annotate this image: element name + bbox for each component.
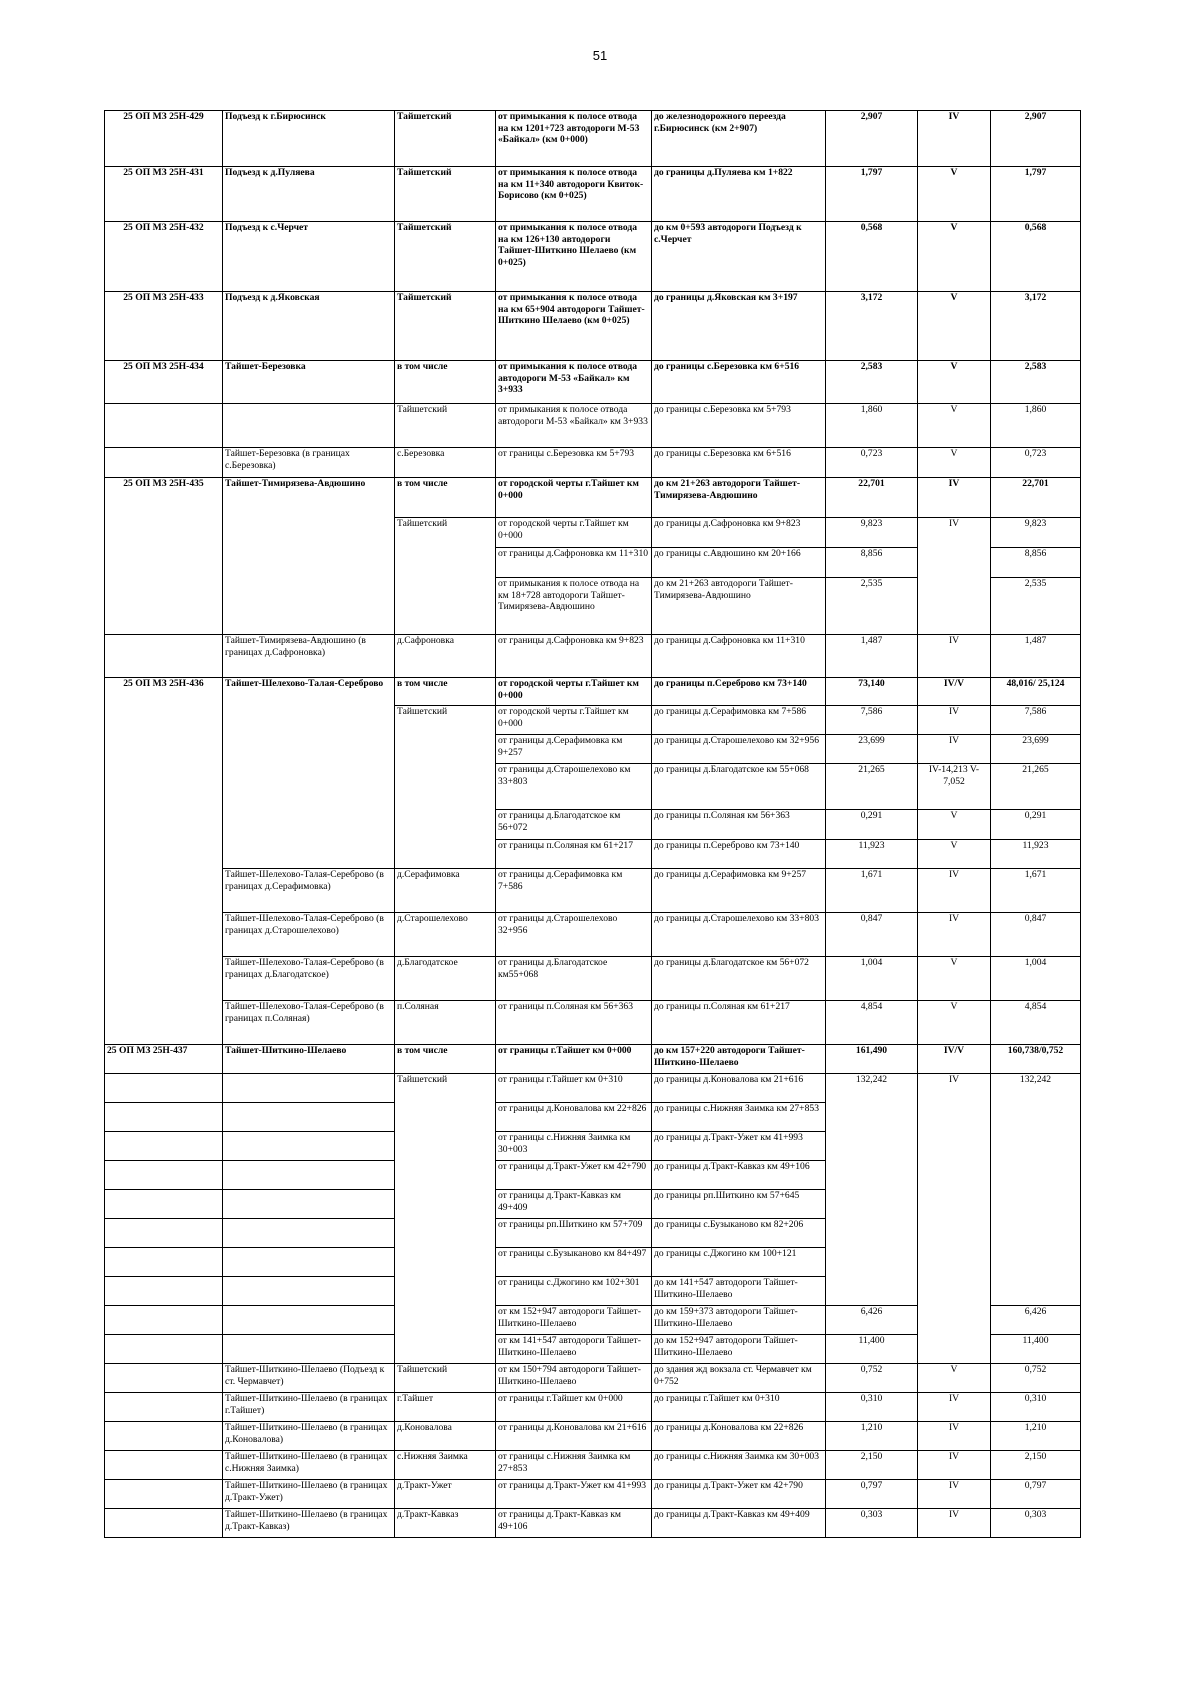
road-name [223,1277,395,1306]
district: Тайшетский [395,706,496,869]
table-row [105,1509,1081,1538]
segment-from: от городской черты г.Тайшет км 0+000 [496,518,652,548]
length-total: 48,016/ 25,124 [991,678,1081,706]
segment-to: до границы с.Березовка км 5+793 [652,404,826,448]
segment-to: до границы д.Коновалова км 21+616 [652,1074,826,1103]
length-total: 0,847 [991,913,1081,957]
segment-from: от границы с.Джогино км 102+301 [496,1277,652,1306]
district: д.Сафроновка [395,635,496,678]
segment-to: до границы с.Джогино км 100+121 [652,1248,826,1277]
length-total: 1,004 [991,957,1081,1001]
road-code: 25 ОП МЗ 25Н-433 [105,292,223,361]
length-km: 23,699 [826,735,918,764]
road-name: Подъезд к д.Яковская [223,292,395,361]
road-category: V [918,361,991,404]
length-total: 3,172 [991,292,1081,361]
segment-to: до границы д.Сафроновка км 9+823 [652,518,826,548]
length-km: 0,568 [826,222,918,292]
segment-to: до границы с.Березовка км 6+516 [652,361,826,404]
segment-to: до границы с.Нижняя Заимка км 30+003 [652,1451,826,1480]
segment-from: от границы п.Соляная км 56+363 [496,1001,652,1045]
length-km: 1,487 [826,635,918,678]
road-code [105,1509,223,1538]
length-total: 160,738/0,752 [991,1045,1081,1074]
road-category: V [918,167,991,222]
length-total: 1,210 [991,1422,1081,1451]
segment-from: от границы д.Серафимовка км 7+586 [496,869,652,913]
road-category: V [918,1364,991,1393]
segment-from: от границы п.Соляная км 61+217 [496,840,652,869]
length-total: 1,797 [991,167,1081,222]
segment-from: от примыкания к полосе отвода автодороги М-53 «Байкал» км 3+933 [496,361,652,404]
road-name [223,1335,395,1364]
segment-to: до границы п.Соляная км 61+217 [652,1001,826,1045]
segment-to: до границы с.Авдюшино км 20+166 [652,548,826,578]
segment-to: до здания жд вокзала ст. Чермавчет км 0+752 [652,1364,826,1393]
segment-from: от км 152+947 автодороги Тайшет-Шиткино-Шелаево [496,1306,652,1335]
district: Тайшетский [395,404,496,448]
table-row [105,635,1081,678]
segment-to: до границы п.Соляная км 56+363 [652,810,826,840]
segment-to: до границы д.Яковская км 3+197 [652,292,826,361]
road-category: IV [918,111,991,167]
road-name: Тайшет-Шелехово-Талая-Сереброво (в границах д.Благодатское) [223,957,395,1001]
road-code [105,1480,223,1509]
length-total: 23,699 [991,735,1081,764]
road-category: IV [918,1393,991,1422]
road-category: V [918,957,991,1001]
length-total: 22,701 [991,478,1081,518]
length-km: 9,823 [826,518,918,548]
district: Тайшетский [395,1364,496,1393]
length-km: 7,586 [826,706,918,735]
road-code [105,1074,223,1103]
length-km: 22,701 [826,478,918,518]
length-km: 0,291 [826,810,918,840]
length-km: 1,210 [826,1422,918,1451]
table-row [105,478,1081,518]
segment-from: от границы д.Благодатское км 56+072 [496,810,652,840]
length-total: 9,823 [991,518,1081,548]
road-category: IV [918,913,991,957]
road-name: Тайшет-Шелехово-Талая-Сереброво (в границах д.Старошелехово) [223,913,395,957]
road-category: V [918,840,991,869]
road-category: V [918,1001,991,1045]
segment-to: до границы д.Тракт-Кавказ км 49+106 [652,1161,826,1190]
segment-from: от границы д.Тракт-Ужет км 41+993 [496,1480,652,1509]
district: в том числе [395,678,496,706]
road-category: IV/V [918,678,991,706]
road-code: 25 ОП МЗ 25Н-431 [105,167,223,222]
table-row [105,292,1081,361]
road-category: IV [918,1451,991,1480]
district: в том числе [395,361,496,404]
length-km: 0,303 [826,1509,918,1538]
segment-from: от городской черты г.Тайшет км 0+000 [496,478,652,518]
length-km: 0,310 [826,1393,918,1422]
road-name [223,1103,395,1132]
segment-to: до границы д.Тракт-Ужет км 42+790 [652,1480,826,1509]
road-code: 25 ОП МЗ 25Н-436 [105,678,223,1045]
segment-to: до км 159+373 автодороги Тайшет-Шиткино-Шелаево [652,1306,826,1335]
district: д.Благодатское [395,957,496,1001]
road-category: IV [918,635,991,678]
road-category: IV [918,706,991,735]
road-name: Тайшет-Тимирязева-Авдюшино [223,478,395,635]
length-km: 1,860 [826,404,918,448]
segment-to: до границы с.Бузыканово км 82+206 [652,1219,826,1248]
table-row [105,1393,1081,1422]
page-number: 51 [592,48,608,63]
road-name: Тайшет-Шиткино-Шелаево [223,1045,395,1074]
segment-to: до границы д.Коновалова км 22+826 [652,1422,826,1451]
road-code [105,1277,223,1306]
table-row [105,1422,1081,1451]
road-category: IV [918,869,991,913]
road-category: IV [918,1422,991,1451]
length-km: 132,242 [826,1074,918,1306]
segment-from: от границы д.Старошелехово 32+956 [496,913,652,957]
table-row [105,404,1081,448]
road-code [105,1393,223,1422]
segment-to: до границы г.Тайшет км 0+310 [652,1393,826,1422]
road-category: IV [918,735,991,764]
segment-to: до границы д.Пуляева км 1+822 [652,167,826,222]
segment-to: до границы рп.Шиткино км 57+645 [652,1190,826,1219]
segment-from: от границы д.Серафимовка км 9+257 [496,735,652,764]
length-total: 21,265 [991,764,1081,810]
length-total: 132,242 [991,1074,1081,1306]
table-row [105,111,1081,167]
length-total: 0,797 [991,1480,1081,1509]
segment-to: до границы д.Старошелехово км 33+803 [652,913,826,957]
length-km: 11,923 [826,840,918,869]
segment-to: до границы д.Тракт-Ужет км 41+993 [652,1132,826,1161]
segment-from: от примыкания к полосе отвода на км 1201+723 автодороги М-53 «Байкал» (км 0+000) [496,111,652,167]
length-km: 73,140 [826,678,918,706]
road-code [105,1132,223,1161]
road-category: IV/V [918,1045,991,1074]
district: Тайшетский [395,292,496,361]
length-total: 1,860 [991,404,1081,448]
district: д.Старошелехово [395,913,496,957]
segment-to: до км 157+220 автодороги Тайшет-Шиткино-Шелаево [652,1045,826,1074]
length-total: 6,426 [991,1306,1081,1335]
length-km: 0,847 [826,913,918,957]
segment-from: от границы с.Бузыканово км 84+497 [496,1248,652,1277]
length-total: 0,310 [991,1393,1081,1422]
segment-to: до границы д.Благодатское км 55+068 [652,764,826,810]
district: Тайшетский [395,111,496,167]
segment-to: до границы д.Тракт-Кавказ км 49+409 [652,1509,826,1538]
length-km: 2,150 [826,1451,918,1480]
segment-to: до км 141+547 автодороги Тайшет-Шиткино-Шелаево [652,1277,826,1306]
length-total: 1,487 [991,635,1081,678]
length-km: 21,265 [826,764,918,810]
road-code [105,1364,223,1393]
length-total: 0,752 [991,1364,1081,1393]
segment-from: от примыкания к полосе отвода на км 18+728 автодороги Тайшет-Тимирязева-Авдюшино [496,578,652,635]
road-code [105,1306,223,1335]
road-code [105,1451,223,1480]
road-category: V [918,404,991,448]
segment-from: от примыкания к полосе отвода автодороги М-53 «Байкал» км 3+933 [496,404,652,448]
segment-from: от границы д.Сафроновка км 9+823 [496,635,652,678]
road-name: Подъезд к г.Бирюсинск [223,111,395,167]
segment-from: от границы с.Нижняя Заимка км 27+853 [496,1451,652,1480]
table-row [105,1364,1081,1393]
road-code [105,635,223,678]
length-total: 2,535 [991,578,1081,635]
segment-from: от примыкания к полосе отвода на км 11+340 автодороги Квиток-Борисово (км 0+025) [496,167,652,222]
road-name: Тайшет-Тимирязева-Авдюшино (в границах д.Сафроновка) [223,635,395,678]
road-name: Тайшет-Шелехово-Талая-Сереброво [223,678,395,869]
district: с.Березовка [395,448,496,478]
road-category: IV [918,518,991,635]
road-name: Подъезд к с.Черчет [223,222,395,292]
table-row [105,448,1081,478]
segment-from: от границы д.Коновалова км 21+616 [496,1422,652,1451]
segment-from: от границы г.Тайшет км 0+000 [496,1393,652,1422]
length-total: 0,303 [991,1509,1081,1538]
length-total: 2,150 [991,1451,1081,1480]
road-name [223,1248,395,1277]
district: д.Тракт-Кавказ [395,1509,496,1538]
road-category: IV [918,1074,991,1364]
road-name: Тайшет-Шиткино-Шелаево (в границах д.Коновалова) [223,1422,395,1451]
road-category: IV-14,213 V-7,052 [918,764,991,810]
length-km: 4,854 [826,1001,918,1045]
segment-from: от границы г.Тайшет км 0+310 [496,1074,652,1103]
district: в том числе [395,1045,496,1074]
table-row [105,1451,1081,1480]
segment-from: от границы д.Тракт-Ужет км 42+790 [496,1161,652,1190]
road-name [223,1219,395,1248]
road-code: 25 ОП МЗ 25Н-432 [105,222,223,292]
segment-to: до км 0+593 автодороги Подъезд к с.Черчет [652,222,826,292]
road-name: Тайшет-Березовка [223,361,395,404]
segment-from: от городской черты г.Тайшет км 0+000 [496,706,652,735]
road-name: Тайшет-Шиткино-Шелаево (в границах д.Тракт-Ужет) [223,1480,395,1509]
table-row [105,1001,1081,1045]
segment-from: от границы д.Сафроновка км 11+310 [496,548,652,578]
length-km: 161,490 [826,1045,918,1074]
road-code [105,1190,223,1219]
length-total: 1,671 [991,869,1081,913]
segment-to: до границы д.Старошелехово км 32+956 [652,735,826,764]
road-category: IV [918,478,991,518]
road-category: V [918,292,991,361]
table-row [105,167,1081,222]
road-name: Подъезд к д.Пуляева [223,167,395,222]
table-row [105,913,1081,957]
table-row [105,957,1081,1001]
road-code [105,448,223,478]
district: Тайшетский [395,518,496,635]
segment-to: до км 152+947 автодороги Тайшет-Шиткино-Шелаево [652,1335,826,1364]
district: г.Тайшет [395,1393,496,1422]
segment-to: до границы д.Благодатское км 56+072 [652,957,826,1001]
road-name [223,1306,395,1335]
road-category: V [918,222,991,292]
district: д.Коновалова [395,1422,496,1451]
district: Тайшетский [395,222,496,292]
segment-from: от границы д.Тракт-Кавказ км 49+409 [496,1190,652,1219]
road-name [223,1161,395,1190]
road-name [223,1132,395,1161]
road-name: Тайшет-Шиткино-Шелаево (в границах г.Тайшет) [223,1393,395,1422]
road-code: 25 ОП МЗ 25Н-435 [105,478,223,635]
segment-from: от км 150+794 автодороги Тайшет-Шиткино-Шелаево [496,1364,652,1393]
road-name: Тайшет-Шелехово-Талая-Сереброво (в границах п.Соляная) [223,1001,395,1045]
table-row [105,222,1081,292]
road-code: 25 ОП МЗ 25Н-437 [105,1045,223,1074]
road-code [105,1422,223,1451]
segment-to: до границы п.Сереброво км 73+140 [652,678,826,706]
length-km: 2,907 [826,111,918,167]
road-code [105,404,223,448]
segment-from: от примыкания к полосе отвода на км 65+904 автодороги Тайшет-Шиткино Шелаево (км 0+025) [496,292,652,361]
table-row [105,361,1081,404]
segment-from: от км 141+547 автодороги Тайшет-Шиткино-Шелаево [496,1335,652,1364]
length-total: 11,923 [991,840,1081,869]
length-total: 0,291 [991,810,1081,840]
district: п.Соляная [395,1001,496,1045]
length-km: 0,723 [826,448,918,478]
road-name [223,404,395,448]
segment-from: от границы рп.Шиткино км 57+709 [496,1219,652,1248]
length-km: 2,535 [826,578,918,635]
segment-to: до границы д.Серафимовка км 7+586 [652,706,826,735]
length-km: 1,797 [826,167,918,222]
length-km: 11,400 [826,1335,918,1364]
segment-from: от границы д.Тракт-Кавказ км 49+106 [496,1509,652,1538]
length-total: 7,586 [991,706,1081,735]
length-km: 6,426 [826,1306,918,1335]
length-km: 0,752 [826,1364,918,1393]
road-code [105,1103,223,1132]
segment-from: от границы д.Старошелехово км 33+803 [496,764,652,810]
length-total: 0,723 [991,448,1081,478]
length-km: 2,583 [826,361,918,404]
district: с.Нижняя Заимка [395,1451,496,1480]
road-code: 25 ОП МЗ 25Н-429 [105,111,223,167]
segment-from: от границы д.Благодатское км55+068 [496,957,652,1001]
length-km: 3,172 [826,292,918,361]
segment-to: до границы д.Серафимовка км 9+257 [652,869,826,913]
segment-to: до границы с.Березовка км 6+516 [652,448,826,478]
length-total: 2,907 [991,111,1081,167]
road-code [105,1161,223,1190]
district: в том числе [395,478,496,518]
road-code [105,1219,223,1248]
road-name: Тайшет-Шиткино-Шелаево (Подъезд к ст. Чермавчет) [223,1364,395,1393]
table-row [105,869,1081,913]
road-category: V [918,810,991,840]
length-total: 8,856 [991,548,1081,578]
segment-from: от примыкания к полосе отвода на км 126+130 автодороги Тайшет-Шиткино Шелаево (км 0+025) [496,222,652,292]
segment-to: до границы с.Нижняя Заимка км 27+853 [652,1103,826,1132]
segment-to: до границы д.Сафроновка км 11+310 [652,635,826,678]
segment-from: от границы г.Тайшет км 0+000 [496,1045,652,1074]
length-km: 8,856 [826,548,918,578]
segment-to: до км 21+263 автодороги Тайшет-Тимирязева-Авдюшино [652,478,826,518]
segment-to: до км 21+263 автодороги Тайшет-Тимирязева-Авдюшино [652,578,826,635]
road-name: Тайшет-Шелехово-Талая-Сереброво (в границах д.Серафимовка) [223,869,395,913]
segment-from: от границы д.Коновалова км 22+826 [496,1103,652,1132]
road-code [105,1335,223,1364]
road-name [223,1190,395,1219]
table-row [105,1480,1081,1509]
length-total: 11,400 [991,1335,1081,1364]
segment-to: до железнодорожного переезда г.Бирюсинск (км 2+907) [652,111,826,167]
road-name [223,1074,395,1103]
road-name: Тайшет-Шиткино-Шелаево (в границах д.Тракт-Кавказ) [223,1509,395,1538]
roads-table [104,110,1081,1538]
district: д.Серафимовка [395,869,496,913]
segment-from: от границы с.Березовка км 5+793 [496,448,652,478]
table-row [105,678,1081,706]
district: Тайшетский [395,1074,496,1364]
length-total: 0,568 [991,222,1081,292]
length-total: 2,583 [991,361,1081,404]
length-total: 4,854 [991,1001,1081,1045]
length-km: 1,671 [826,869,918,913]
segment-from: от городской черты г.Тайшет км 0+000 [496,678,652,706]
road-name: Тайшет-Шиткино-Шелаево (в границах с.Нижняя Заимка) [223,1451,395,1480]
segment-to: до границы п.Сереброво км 73+140 [652,840,826,869]
road-category: V [918,448,991,478]
segment-from: от границы с.Нижняя Заимка км 30+003 [496,1132,652,1161]
length-km: 1,004 [826,957,918,1001]
road-category: IV [918,1480,991,1509]
road-name: Тайшет-Березовка (в границах с.Березовка) [223,448,395,478]
district: Тайшетский [395,167,496,222]
road-category: IV [918,1509,991,1538]
road-code: 25 ОП МЗ 25Н-434 [105,361,223,404]
district: д.Тракт-Ужет [395,1480,496,1509]
table-row [105,1045,1081,1074]
length-km: 0,797 [826,1480,918,1509]
table-row [105,1074,1081,1103]
road-code [105,1248,223,1277]
